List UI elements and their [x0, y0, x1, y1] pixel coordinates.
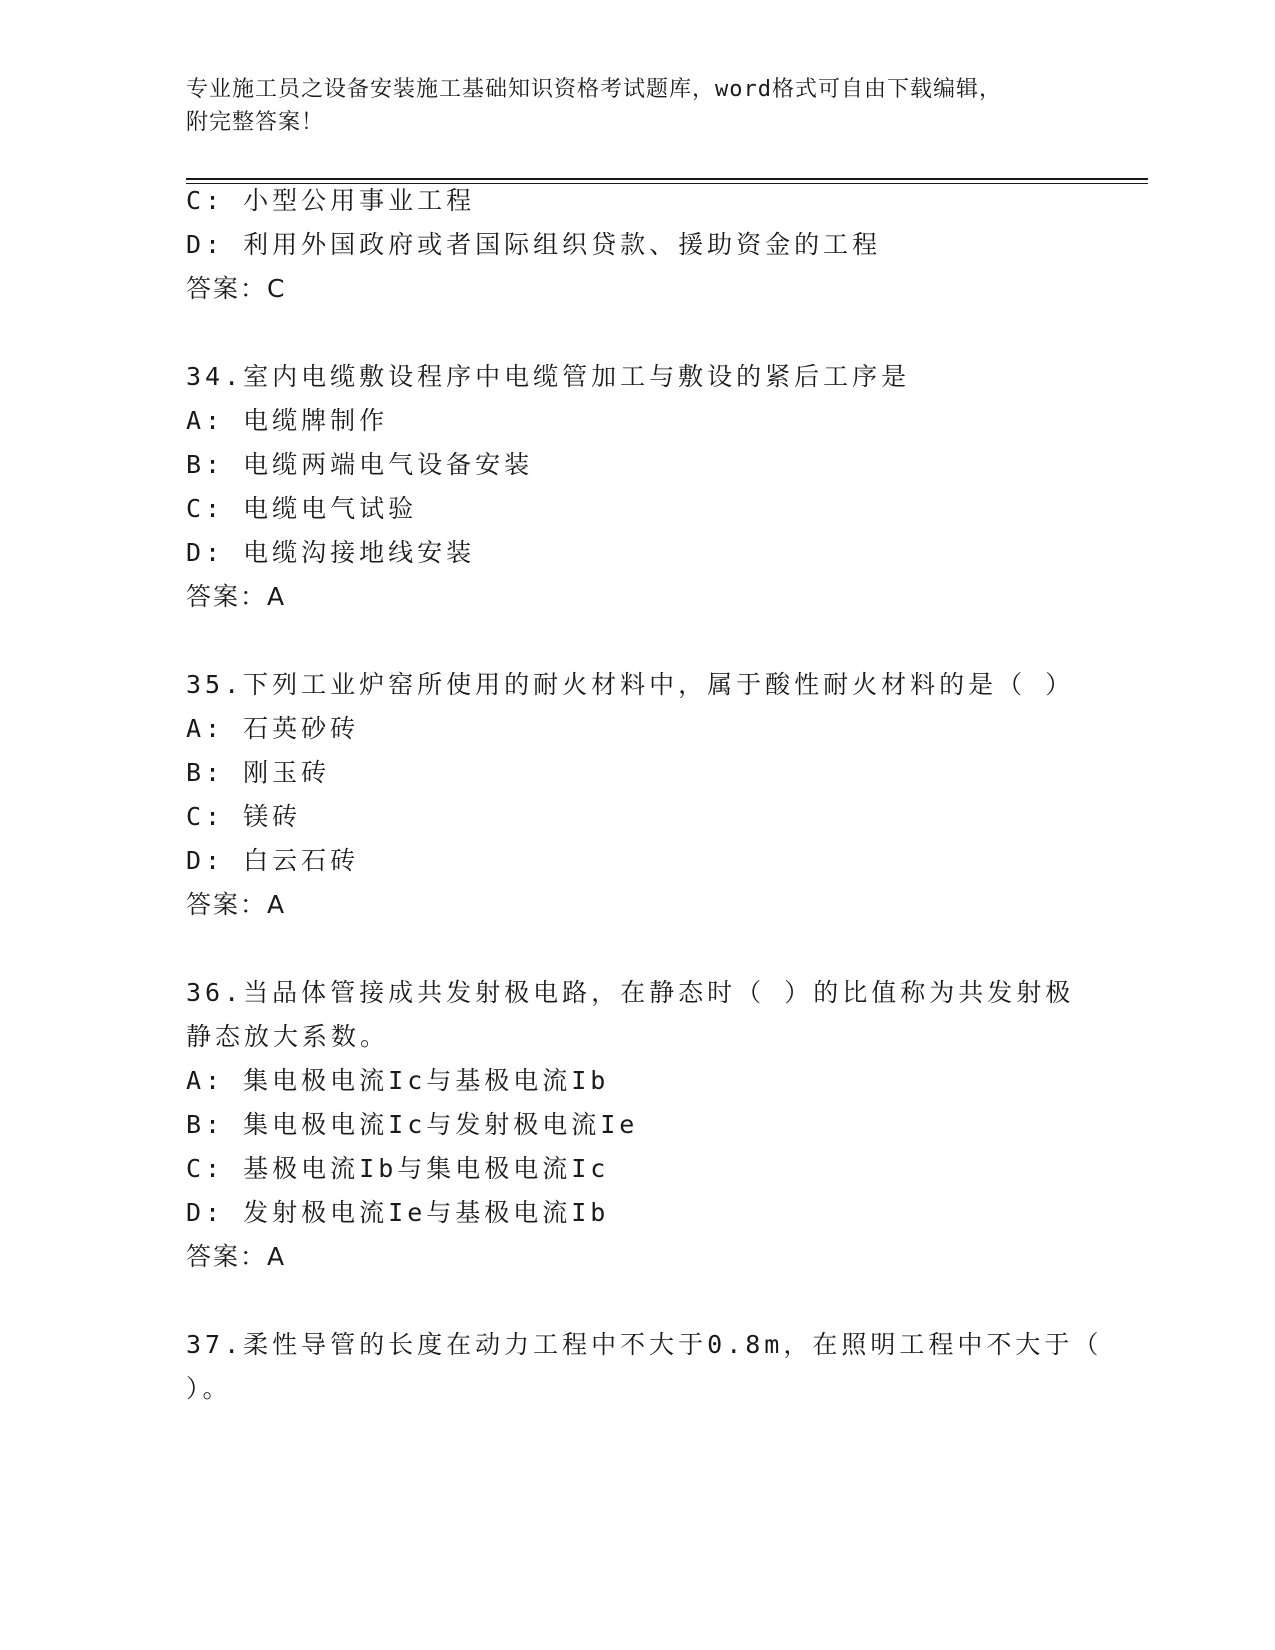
q35-option-c: C: 镁砖 [186, 802, 302, 831]
q37-question-line-1: 37.柔性导管的长度在动力工程中不大于0.8m，在照明工程中不大于（ [186, 1330, 1103, 1359]
q36-question-line-1: 36.当品体管接成共发射极电路，在静态时（ ）的比值称为共发射极 [186, 978, 1075, 1007]
q35-option-b: B: 刚玉砖 [186, 758, 331, 787]
q36-option-a: A: 集电极电流Ic与基极电流Ib [186, 1066, 610, 1095]
q35-answer: 答案：A [186, 890, 287, 919]
q34-option-d: D: 电缆沟接地线安装 [186, 538, 476, 567]
q36-option-d: D: 发射极电流Ie与基极电流Ib [186, 1198, 610, 1227]
q33-option-d: D: 利用外国政府或者国际组织贷款、援助资金的工程 [186, 230, 882, 259]
document-header [186, 73, 1066, 139]
q34-option-c: C: 电缆电气试验 [186, 494, 418, 523]
q33-option-c: C: 小型公用事业工程 [186, 186, 476, 215]
header-line-2: 附完整答案！ [186, 110, 325, 135]
q36-answer: 答案：A [186, 1242, 287, 1271]
q34-option-b: B: 电缆两端电气设备安装 [186, 450, 534, 479]
q35-option-d: D: 白云石砖 [186, 846, 360, 875]
header-divider-thick [186, 178, 1148, 180]
q36-option-b: B: 集电极电流Ic与发射极电流Ie [186, 1110, 639, 1139]
header-line-1: 专业施工员之设备安装施工基础知识资格考试题库，word格式可自由下载编辑， [186, 77, 1002, 102]
q35-option-a: A: 石英砂砖 [186, 714, 360, 743]
q33-answer: 答案：C [186, 274, 287, 303]
q34-option-a: A: 电缆牌制作 [186, 406, 389, 435]
q37-question-line-2: ）。 [186, 1374, 232, 1403]
q34-answer: 答案：A [186, 582, 287, 611]
q35-question: 35.下列工业炉窑所使用的耐火材料中，属于酸性耐火材料的是（ ） [186, 670, 1075, 699]
q36-question-line-2: 静态放大系数。 [186, 1022, 390, 1051]
q36-option-c: C: 基极电流Ib与集电极电流Ic [186, 1154, 610, 1183]
q34-question: 34.室内电缆敷设程序中电缆管加工与敷设的紧后工序是 [186, 362, 911, 391]
